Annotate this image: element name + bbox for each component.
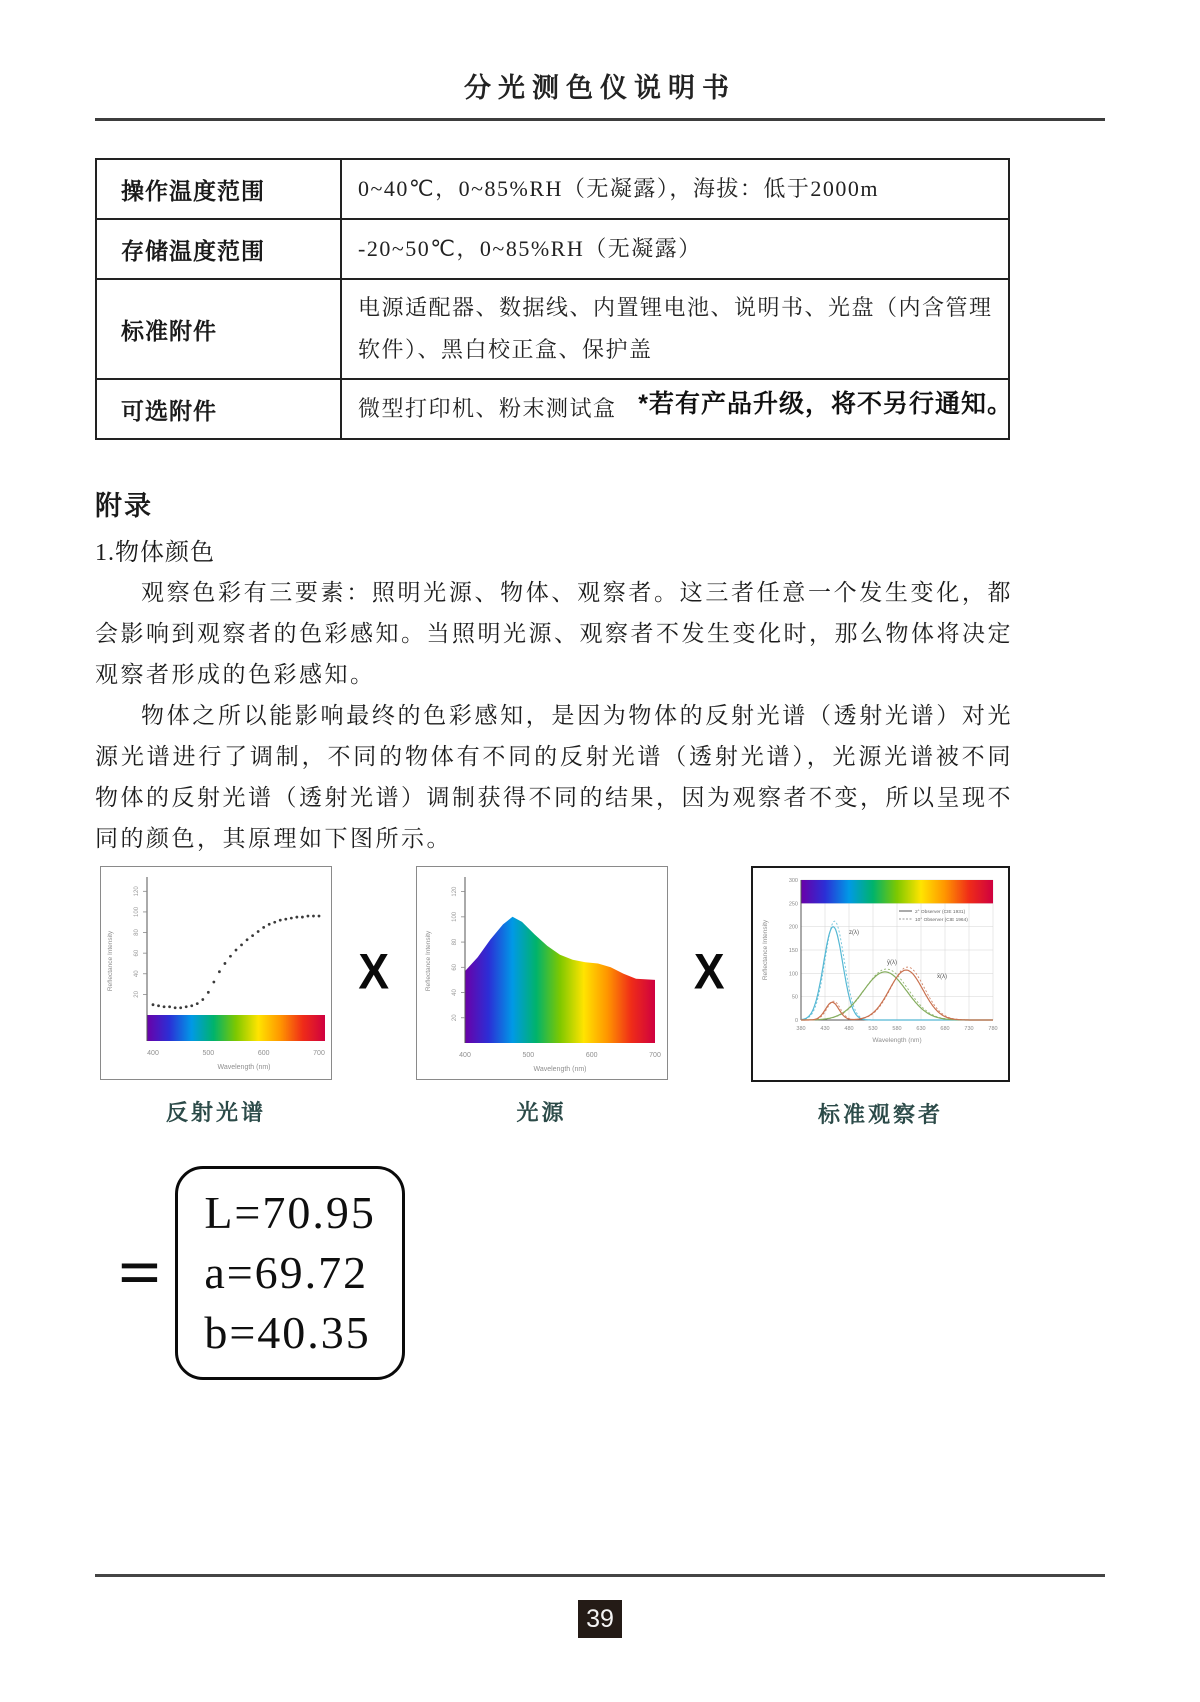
svg-text:400: 400 xyxy=(458,1052,471,1059)
svg-text:780: 780 xyxy=(988,1026,998,1032)
svg-text:300: 300 xyxy=(788,878,798,884)
svg-text:x̄(λ): x̄(λ) xyxy=(937,974,947,980)
spec-value: 0~40℃，0~85%RH（无凝露），海拔：低于2000m xyxy=(358,176,880,201)
svg-text:380: 380 xyxy=(796,1026,806,1032)
svg-text:40: 40 xyxy=(134,970,140,978)
svg-text:60: 60 xyxy=(134,949,140,957)
svg-text:100: 100 xyxy=(134,906,140,917)
svg-text:20: 20 xyxy=(134,991,140,998)
svg-text:50: 50 xyxy=(791,994,798,1001)
svg-text:480: 480 xyxy=(844,1026,854,1032)
svg-text:100: 100 xyxy=(788,971,798,978)
svg-text:680: 680 xyxy=(940,1026,950,1032)
svg-text:20: 20 xyxy=(451,1014,458,1022)
svg-text:500: 500 xyxy=(521,1052,534,1059)
svg-text:z(λ): z(λ) xyxy=(849,930,859,936)
svg-text:Wavelength (nm): Wavelength (nm) xyxy=(217,1064,271,1071)
svg-text:120: 120 xyxy=(451,886,458,897)
lab-a-value: a=69.72 xyxy=(204,1247,369,1298)
lab-l-value: L=70.95 xyxy=(204,1187,376,1238)
light-source-chart xyxy=(416,866,668,1080)
table-row xyxy=(97,278,1008,378)
svg-text:400: 400 xyxy=(147,1050,159,1057)
lab-result-box xyxy=(175,1166,405,1380)
header-rule xyxy=(95,118,1105,121)
svg-text:Reflectance Intensity: Reflectance Intensity xyxy=(107,930,114,992)
chart-caption: 反射光谱 xyxy=(165,1100,266,1125)
spec-label: 标准附件 xyxy=(97,280,342,378)
standard-observer-svg xyxy=(753,868,1008,1080)
svg-text:430: 430 xyxy=(820,1026,830,1032)
lab-result-equation xyxy=(118,1166,405,1380)
upgrade-note: *若有产品升级，将不另行通知。 xyxy=(638,390,1013,418)
standard-observer-chart xyxy=(751,866,1010,1082)
svg-text:630: 630 xyxy=(916,1026,926,1032)
svg-text:Reflectance Intensity: Reflectance Intensity xyxy=(762,919,769,981)
light-source-svg xyxy=(417,867,667,1079)
page-number: 39 xyxy=(578,1600,622,1638)
svg-text:2° Observer (CIE 1931): 2° Observer (CIE 1931) xyxy=(915,910,966,915)
observer-chart-col xyxy=(751,866,1010,1129)
svg-text:60: 60 xyxy=(451,963,458,971)
svg-text:150: 150 xyxy=(788,948,798,954)
spec-label: 存储温度范围 xyxy=(97,220,342,278)
multiply-operator: X xyxy=(693,942,725,1000)
spec-label: 可选附件 xyxy=(97,380,342,438)
svg-text:80: 80 xyxy=(451,938,458,946)
table-row xyxy=(97,218,1008,278)
svg-text:600: 600 xyxy=(585,1052,598,1059)
body-text xyxy=(95,572,1013,859)
paragraph: 物体之所以能影响最终的色彩感知，是因为物体的反射光谱（透射光谱）对光源光谱进行了调制，不同的物体有不同的反射光谱（透射光谱），光源光谱被不同物体的反射光谱（透射光谱）调制获得不同的结果，因为观察者不变，所以呈现不同的颜色，其原理如下图所示。 xyxy=(95,703,1013,851)
chart-caption: 标准观察者 xyxy=(817,1102,943,1127)
svg-text:ȳ(λ): ȳ(λ) xyxy=(887,960,897,966)
svg-text:700: 700 xyxy=(313,1050,325,1057)
svg-text:80: 80 xyxy=(134,929,140,936)
svg-text:120: 120 xyxy=(134,886,140,897)
lab-b-value: b=40.35 xyxy=(204,1307,371,1358)
chart-caption: 光源 xyxy=(516,1100,567,1125)
light-source-chart-col xyxy=(416,866,668,1127)
svg-text:730: 730 xyxy=(964,1026,974,1032)
spec-value: 微型打印机、粉末测试盒 xyxy=(358,396,617,421)
spec-value: -20~50℃，0~85%RH（无凝露） xyxy=(358,236,702,261)
svg-text:580: 580 xyxy=(892,1026,902,1032)
multiply-operator: X xyxy=(358,942,390,1000)
footer-rule xyxy=(95,1574,1105,1577)
reflectance-spectrum-svg xyxy=(101,867,331,1079)
svg-text:0: 0 xyxy=(794,1018,798,1024)
appendix-subheading: 1.物体颜色 xyxy=(95,540,215,566)
svg-text:Wavelength (nm): Wavelength (nm) xyxy=(872,1037,922,1044)
svg-text:40: 40 xyxy=(451,989,458,996)
appendix-heading: 附录 xyxy=(95,491,153,521)
svg-text:Wavelength (nm): Wavelength (nm) xyxy=(532,1066,587,1073)
table-row xyxy=(97,160,1008,218)
svg-text:250: 250 xyxy=(788,901,798,908)
paragraph: 观察色彩有三要素：照明光源、物体、观察者。这三者任意一个发生变化，都会影响到观察者的色彩感知。当照明光源、观察者不发生变化时，那么物体将决定观察者形成的色彩感知。 xyxy=(95,580,1013,687)
spec-label: 操作温度范围 xyxy=(97,160,342,218)
equals-sign: = xyxy=(118,1235,162,1311)
svg-text:100: 100 xyxy=(451,911,458,922)
svg-text:600: 600 xyxy=(257,1050,270,1057)
page-title: 分光测色仪说明书 xyxy=(464,73,736,103)
svg-text:500: 500 xyxy=(202,1050,215,1057)
reflectance-spectrum-chart xyxy=(100,866,332,1080)
reflectance-chart-col xyxy=(100,866,332,1127)
principle-figure xyxy=(100,866,1010,1129)
svg-text:200: 200 xyxy=(788,924,798,931)
svg-text:530: 530 xyxy=(868,1026,878,1032)
svg-text:10° Observer (CIE 1964): 10° Observer (CIE 1964) xyxy=(915,918,968,923)
svg-text:Reflectance Intensity: Reflectance Intensity xyxy=(424,930,432,992)
svg-text:700: 700 xyxy=(648,1052,661,1059)
spec-value: 电源适配器、数据线、内置锂电池、说明书、光盘（内含管理软件）、黑白校正盒、保护盖 xyxy=(358,295,993,362)
